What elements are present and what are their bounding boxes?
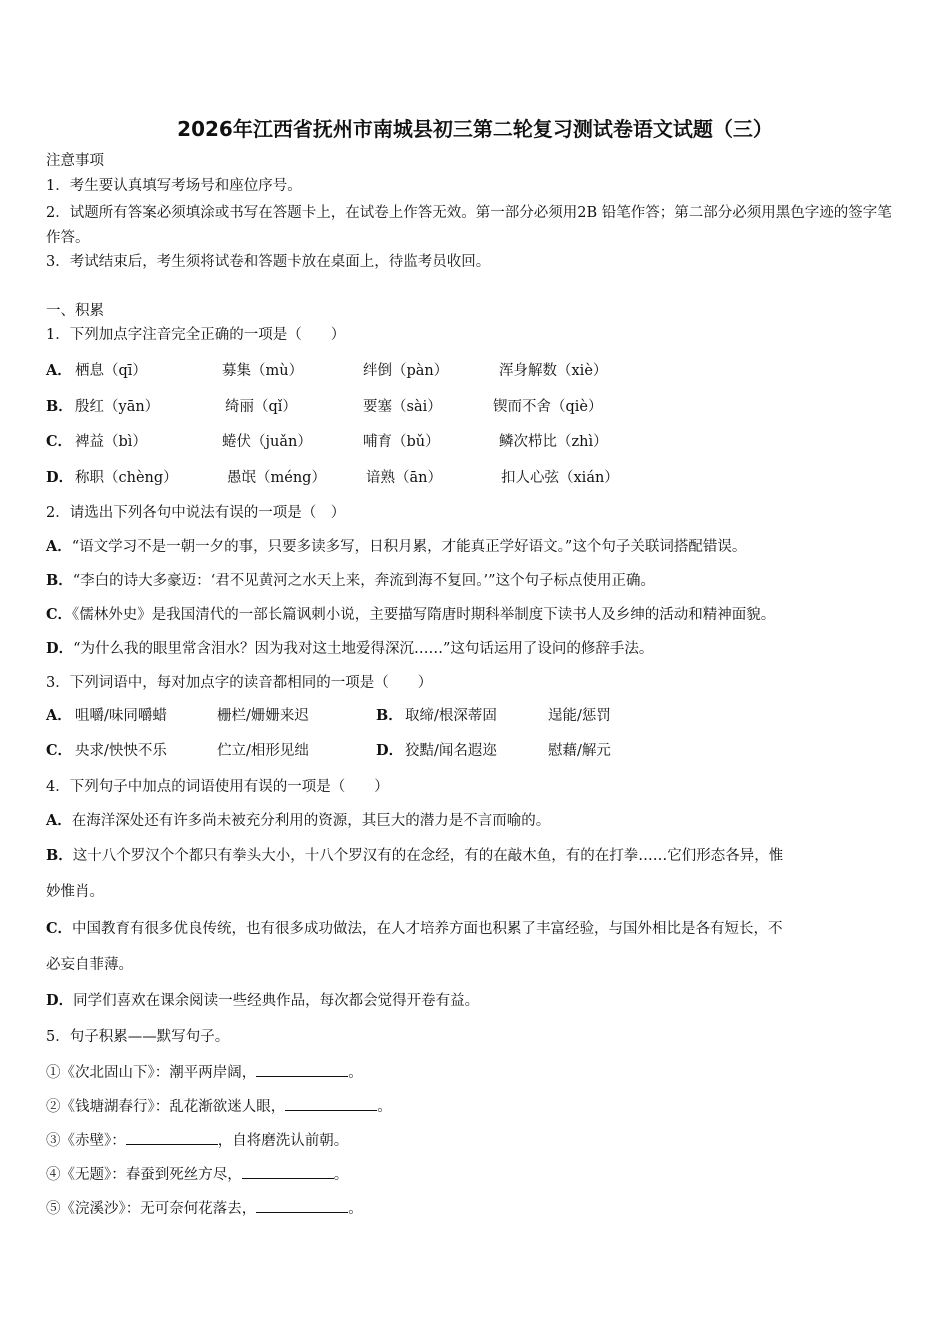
notice-item-2: 2．试题所有答案必须填涂或书写在答题卡上，在试卷上作答无效。第一部分必须用2B 铅笔作答；第二部分必须用黑色字迹的签字笔作答。 [46, 205, 892, 246]
q2-option-label: A． [46, 538, 72, 555]
q1-word: 裨益（bì） [75, 434, 147, 450]
answer-blank[interactable] [126, 1130, 218, 1145]
question-5-stem: 5．句子积累——默写句子。 [46, 1029, 230, 1045]
q2-option-label: C． [46, 606, 73, 623]
q1-word: 绊倒（pàn） [363, 363, 449, 379]
recitation-item [46, 1164, 348, 1185]
answer-blank[interactable] [256, 1062, 348, 1077]
q4-option [46, 846, 783, 866]
q1-word: 扣人心弦（xián） [501, 470, 619, 486]
q1-word: 谙熟（ān） [366, 470, 442, 486]
q3-word: 咀嚼/味同嚼蜡 [75, 708, 167, 724]
q1-word: 称职（chèng） [75, 470, 178, 486]
q4-option [46, 919, 783, 939]
q2-option-text: “李白的诗大多豪迈：‘君不见黄河之水天上来，奔流到海不复回。’”这个句子标点使用正确。 [72, 573, 656, 589]
q1-word: 锲而不舍（qiè） [493, 399, 603, 415]
q1-word: 愚氓（méng） [227, 470, 326, 486]
q4-option-label: D． [46, 992, 74, 1009]
q4-option-label: A． [46, 812, 72, 829]
recitation-text: ，自将磨洗认前朝。 [217, 1133, 349, 1149]
q3-word: 慰藉/解元 [548, 743, 611, 759]
answer-blank[interactable] [242, 1164, 334, 1179]
q1-option-label: D． [46, 469, 74, 486]
exam-title: 2026年江西省抚州市南城县初三第二轮复习测试卷语文试题（三） [177, 117, 773, 141]
q2-option [46, 571, 655, 591]
q3-word: 央求/怏怏不乐 [75, 743, 167, 759]
q1-option-label: A． [46, 362, 72, 379]
recitation-item [46, 1130, 348, 1151]
q3-word: 栅栏/姗姗来迟 [217, 708, 309, 724]
recitation-text: 。 [348, 1065, 363, 1081]
q1-word: 要塞（sài） [363, 399, 442, 415]
recitation-item [46, 1198, 363, 1219]
answer-blank[interactable] [285, 1096, 377, 1111]
q3-word: 狡黠/闻名遐迩 [405, 743, 497, 759]
q1-word: 浑身解数（xiè） [499, 363, 608, 379]
recitation-text: 。 [377, 1099, 392, 1115]
q1-word: 蜷伏（juǎn） [222, 434, 312, 450]
recitation-text: ③《赤壁》： [46, 1133, 126, 1149]
q4-option-text: 中国教育有很多优良传统，也有很多成功做法，在人才培养方面也积累了丰富经验，与国外相比是各有短长，不 [72, 921, 783, 937]
q3-option-label: C． [46, 742, 73, 759]
question-1-stem: 1．下列加点字注音完全正确的一项是（ ） [46, 327, 346, 343]
q4-option [46, 991, 479, 1011]
q3-word: 逞能/惩罚 [548, 708, 611, 724]
q1-option-label: B． [46, 398, 73, 415]
q3-option-label: A． [46, 707, 72, 724]
q2-option [46, 639, 653, 659]
q4-option-text: 在海洋深处还有许多尚未被充分利用的资源，其巨大的潜力是不言而喻的。 [71, 813, 551, 829]
notice-heading: 注意事项 [46, 153, 104, 169]
recitation-text: 。 [348, 1201, 363, 1217]
q3-option-label: B． [376, 707, 403, 724]
q2-option [46, 605, 775, 625]
q2-option [46, 537, 746, 557]
recitation-item [46, 1096, 392, 1117]
q4-option-continuation: 必妄自菲薄。 [46, 957, 133, 973]
q1-word: 鳞次栉比（zhì） [499, 434, 608, 450]
q4-option [46, 811, 550, 831]
q4-option-text: 这十八个罗汉个个都只有拳头大小，十八个罗汉有的在念经，有的在敲木鱼，有的在打拳……它们形态各异，惟 [72, 848, 784, 864]
notice-item-1: 1．考生要认真填写考场号和座位序号。 [46, 178, 302, 194]
q2-option-text: “为什么我的眼里常含泪水？因为我对这土地爱得深沉……”这句话运用了设问的修辞手法。 [73, 641, 654, 657]
q2-option-label: D． [46, 640, 74, 657]
q2-option-text: 《儒林外史》是我国清代的一部长篇讽刺小说，主要描写隋唐时期科举制度下读书人及乡绅的活动和精神面貌。 [72, 607, 776, 623]
notice-item-3: 3．考试结束后，考生须将试卷和答题卡放在桌面上，待监考员收回。 [46, 254, 491, 270]
q1-word: 栖息（qī） [75, 363, 147, 379]
q4-option-text: 同学们喜欢在课余阅读一些经典作品，每次都会觉得开卷有益。 [73, 993, 480, 1009]
q2-option-text: “语文学习不是一朝一夕的事，只要多读多写，日积月累，才能真正学好语文。”这个句子关联词搭配错误。 [71, 539, 747, 555]
q1-word: 哺育（bǔ） [363, 434, 440, 450]
q2-option-label: B． [46, 572, 73, 589]
q3-option-label: D． [376, 742, 404, 759]
question-2-stem: 2．请选出下列各句中说法有误的一项是（ ） [46, 505, 346, 521]
q3-word: 取缔/根深蒂固 [405, 708, 497, 724]
recitation-text: ⑤《浣溪沙》：无可奈何花落去， [46, 1201, 257, 1217]
section-heading: 一、积累 [46, 303, 104, 319]
q4-option-continuation: 妙惟肖。 [46, 884, 104, 900]
q1-word: 殷红（yān） [75, 399, 160, 415]
q1-word: 绮丽（qǐ） [225, 399, 297, 415]
question-3-stem: 3．下列词语中，每对加点字的读音都相同的一项是（ ） [46, 675, 433, 691]
q1-option-label: C． [46, 433, 73, 450]
recitation-text: ④《无题》：春蚕到死丝方尽， [46, 1167, 242, 1183]
recitation-text: 。 [333, 1167, 349, 1183]
q4-option-label: B． [46, 847, 73, 864]
recitation-item [46, 1062, 363, 1083]
q1-word: 募集（mù） [222, 363, 304, 379]
recitation-text: ①《次北固山下》：潮平两岸阔， [46, 1065, 257, 1081]
question-4-stem: 4．下列句子中加点的词语使用有误的一项是（ ） [46, 779, 389, 795]
q4-option-label: C． [46, 920, 73, 937]
answer-blank[interactable] [256, 1198, 348, 1213]
recitation-text: ②《钱塘湖春行》：乱花渐欲迷人眼， [46, 1099, 286, 1115]
q3-word: 伫立/相形见绌 [217, 743, 309, 759]
